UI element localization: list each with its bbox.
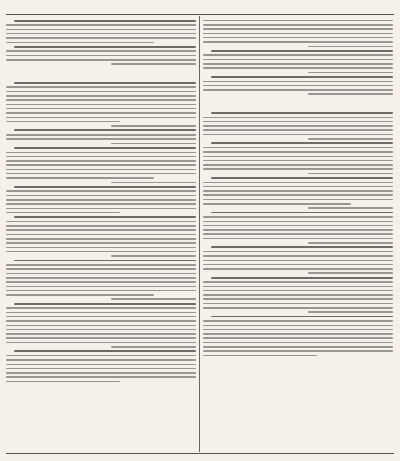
notice-entry	[6, 260, 196, 300]
notice-entry	[6, 216, 196, 256]
notice-entry	[203, 50, 393, 73]
header-rule	[6, 14, 394, 15]
section-heading	[203, 99, 393, 108]
notice-entry	[203, 20, 393, 47]
notice-entry	[203, 212, 393, 244]
notice-entry	[6, 129, 196, 144]
left-column	[6, 17, 196, 451]
notice-entry	[6, 46, 196, 65]
notice-entry	[6, 186, 196, 214]
notice-entry	[203, 316, 393, 356]
notice-entry	[203, 76, 393, 95]
column-separator	[199, 16, 200, 452]
page-number	[366, 4, 386, 14]
notice-entry	[203, 112, 393, 140]
notice-entry	[203, 177, 393, 209]
notice-entry	[203, 142, 393, 174]
section-heading	[6, 69, 196, 78]
right-column	[203, 17, 393, 451]
notice-entry	[6, 147, 196, 183]
notice-entry	[6, 350, 196, 382]
notice-entry	[6, 82, 196, 127]
footer-rule	[6, 453, 394, 454]
notice-entry	[6, 20, 196, 43]
notice-entry	[203, 277, 393, 313]
notice-entry	[6, 303, 196, 348]
notice-entry	[203, 246, 393, 274]
